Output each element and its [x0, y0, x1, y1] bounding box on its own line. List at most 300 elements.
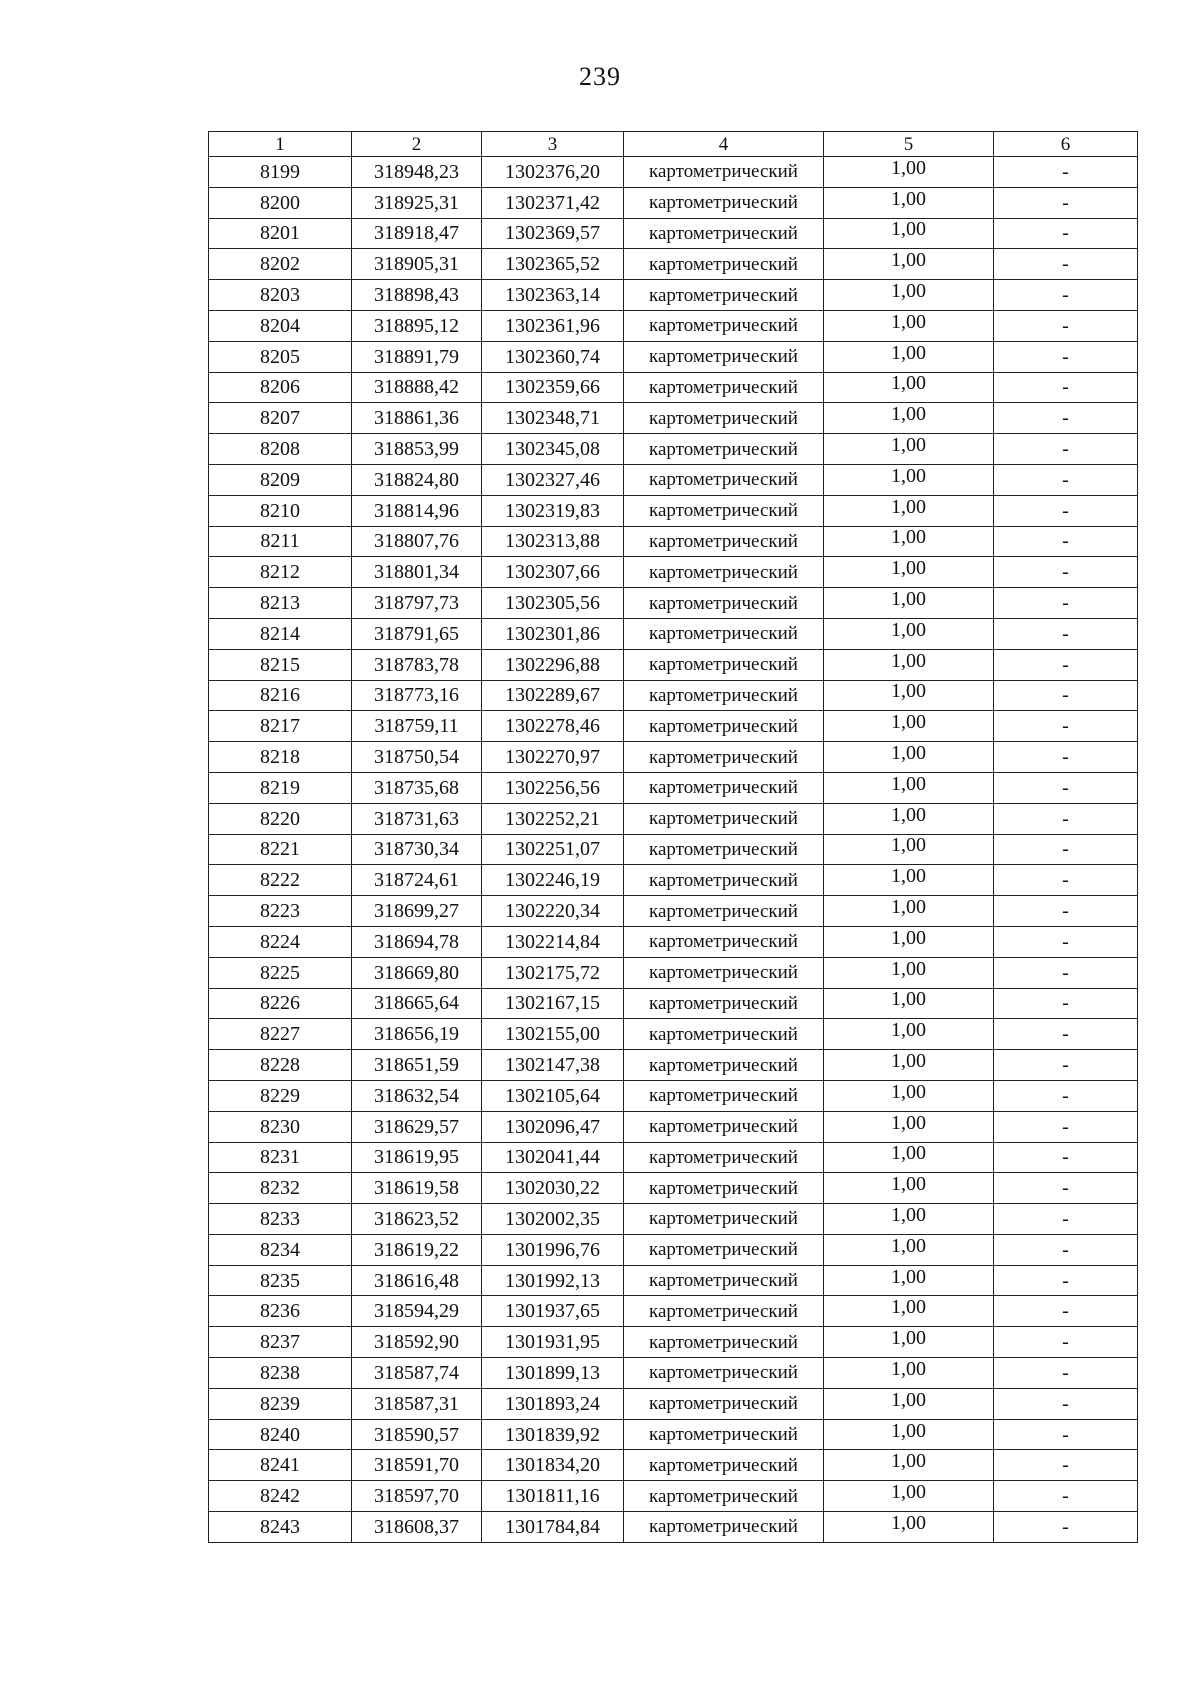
x-coordinate-cell: 318898,43 [352, 280, 482, 311]
y-coordinate-cell: 1301996,76 [482, 1234, 624, 1265]
point-number-cell: 8214 [209, 618, 352, 649]
note-cell: - [994, 403, 1138, 434]
method-cell: картометрический [624, 372, 824, 403]
table-row [209, 772, 1138, 803]
y-coordinate-cell: 1302041,44 [482, 1142, 624, 1173]
method-cell: картометрический [624, 249, 824, 280]
x-coordinate-cell: 318669,80 [352, 957, 482, 988]
x-coordinate-cell: 318735,68 [352, 772, 482, 803]
point-number-cell: 8219 [209, 772, 352, 803]
accuracy-cell [824, 834, 994, 865]
table-header [209, 132, 1138, 157]
method-cell: картометрический [624, 1111, 824, 1142]
accuracy-cell [824, 957, 994, 988]
method-cell: картометрический [624, 680, 824, 711]
accuracy-value: 1,00 [891, 1234, 926, 1257]
accuracy-cell [824, 1296, 994, 1327]
accuracy-value: 1,00 [891, 1203, 926, 1226]
x-coordinate-cell: 318651,59 [352, 1050, 482, 1081]
accuracy-cell [824, 1419, 994, 1450]
accuracy-cell [824, 372, 994, 403]
table-row [209, 1388, 1138, 1419]
method-cell: картометрический [624, 1358, 824, 1389]
table-row [209, 1173, 1138, 1204]
accuracy-value: 1,00 [891, 1080, 926, 1103]
x-coordinate-cell: 318597,70 [352, 1481, 482, 1512]
accuracy-value: 1,00 [891, 434, 926, 457]
y-coordinate-cell: 1302214,84 [482, 926, 624, 957]
method-cell: картометрический [624, 1481, 824, 1512]
y-coordinate-cell: 1302305,56 [482, 588, 624, 619]
accuracy-cell [824, 1388, 994, 1419]
x-coordinate-cell: 318948,23 [352, 157, 482, 188]
x-coordinate-cell: 318608,37 [352, 1512, 482, 1543]
column-header-2: 2 [352, 132, 482, 157]
accuracy-cell [824, 157, 994, 188]
note-cell: - [994, 1419, 1138, 1450]
note-cell: - [994, 988, 1138, 1019]
point-number-cell: 8234 [209, 1234, 352, 1265]
accuracy-value: 1,00 [891, 649, 926, 672]
table-row [209, 218, 1138, 249]
table-row [209, 1234, 1138, 1265]
note-cell: - [994, 372, 1138, 403]
x-coordinate-cell: 318694,78 [352, 926, 482, 957]
point-number-cell: 8201 [209, 218, 352, 249]
accuracy-cell [824, 680, 994, 711]
y-coordinate-cell: 1302348,71 [482, 403, 624, 434]
point-number-cell: 8205 [209, 341, 352, 372]
point-number-cell: 8224 [209, 926, 352, 957]
note-cell: - [994, 618, 1138, 649]
method-cell: картометрический [624, 834, 824, 865]
method-cell: картометрический [624, 588, 824, 619]
point-number-cell: 8226 [209, 988, 352, 1019]
x-coordinate-cell: 318888,42 [352, 372, 482, 403]
point-number-cell: 8215 [209, 649, 352, 680]
y-coordinate-cell: 1302289,67 [482, 680, 624, 711]
method-cell: картометрический [624, 403, 824, 434]
table-row [209, 1050, 1138, 1081]
note-cell: - [994, 187, 1138, 218]
table-row [209, 988, 1138, 1019]
y-coordinate-cell: 1302096,47 [482, 1111, 624, 1142]
point-number-cell: 8200 [209, 187, 352, 218]
x-coordinate-cell: 318587,31 [352, 1388, 482, 1419]
method-cell: картометрический [624, 1388, 824, 1419]
method-cell: картометрический [624, 618, 824, 649]
x-coordinate-cell: 318807,76 [352, 526, 482, 557]
point-number-cell: 8209 [209, 464, 352, 495]
accuracy-cell [824, 1142, 994, 1173]
x-coordinate-cell: 318590,57 [352, 1419, 482, 1450]
x-coordinate-cell: 318619,22 [352, 1234, 482, 1265]
table-row [209, 434, 1138, 465]
point-number-cell: 8203 [209, 280, 352, 311]
note-cell: - [994, 865, 1138, 896]
y-coordinate-cell: 1302246,19 [482, 865, 624, 896]
accuracy-cell [824, 187, 994, 218]
point-number-cell: 8236 [209, 1296, 352, 1327]
accuracy-value: 1,00 [891, 372, 926, 395]
table-row [209, 310, 1138, 341]
note-cell: - [994, 588, 1138, 619]
note-cell: - [994, 1481, 1138, 1512]
table-row [209, 649, 1138, 680]
table-row [209, 1142, 1138, 1173]
method-cell: картометрический [624, 1512, 824, 1543]
y-coordinate-cell: 1302155,00 [482, 1019, 624, 1050]
point-number-cell: 8217 [209, 711, 352, 742]
accuracy-value: 1,00 [891, 1357, 926, 1380]
point-number-cell: 8207 [209, 403, 352, 434]
accuracy-value: 1,00 [891, 1296, 926, 1319]
accuracy-value: 1,00 [891, 1019, 926, 1042]
method-cell: картометрический [624, 1327, 824, 1358]
accuracy-value: 1,00 [891, 526, 926, 549]
accuracy-value: 1,00 [891, 618, 926, 641]
method-cell: картометрический [624, 495, 824, 526]
note-cell: - [994, 218, 1138, 249]
table-row [209, 1358, 1138, 1389]
y-coordinate-cell: 1302363,14 [482, 280, 624, 311]
note-cell: - [994, 1234, 1138, 1265]
accuracy-value: 1,00 [891, 187, 926, 210]
point-number-cell: 8238 [209, 1358, 352, 1389]
y-coordinate-cell: 1302369,57 [482, 218, 624, 249]
point-number-cell: 8230 [209, 1111, 352, 1142]
accuracy-value: 1,00 [891, 988, 926, 1011]
column-header-4: 4 [624, 132, 824, 157]
table-row [209, 372, 1138, 403]
method-cell: картометрический [624, 772, 824, 803]
method-cell: картометрический [624, 1019, 824, 1050]
y-coordinate-cell: 1302256,56 [482, 772, 624, 803]
header-row [209, 132, 1138, 157]
note-cell: - [994, 464, 1138, 495]
table-row [209, 495, 1138, 526]
accuracy-value: 1,00 [891, 310, 926, 333]
point-number-cell: 8222 [209, 865, 352, 896]
method-cell: картометрический [624, 865, 824, 896]
accuracy-cell [824, 434, 994, 465]
accuracy-value: 1,00 [891, 1511, 926, 1534]
accuracy-value: 1,00 [891, 464, 926, 487]
y-coordinate-cell: 1302345,08 [482, 434, 624, 465]
y-coordinate-cell: 1301893,24 [482, 1388, 624, 1419]
accuracy-value: 1,00 [891, 156, 926, 179]
accuracy-value: 1,00 [891, 1050, 926, 1072]
note-cell: - [994, 1204, 1138, 1235]
y-coordinate-cell: 1301834,20 [482, 1450, 624, 1481]
note-cell: - [994, 310, 1138, 341]
point-number-cell: 8241 [209, 1450, 352, 1481]
accuracy-value: 1,00 [891, 1173, 926, 1196]
accuracy-value: 1,00 [891, 1327, 926, 1350]
column-header-5: 5 [824, 132, 994, 157]
table-row [209, 557, 1138, 588]
method-cell: картометрический [624, 341, 824, 372]
x-coordinate-cell: 318619,95 [352, 1142, 482, 1173]
table-row [209, 588, 1138, 619]
point-number-cell: 8206 [209, 372, 352, 403]
method-cell: картометрический [624, 187, 824, 218]
accuracy-cell [824, 557, 994, 588]
accuracy-cell [824, 803, 994, 834]
accuracy-value: 1,00 [891, 280, 926, 303]
point-number-cell: 8202 [209, 249, 352, 280]
table-row [209, 464, 1138, 495]
accuracy-cell [824, 1173, 994, 1204]
point-number-cell: 8239 [209, 1388, 352, 1419]
method-cell: картометрический [624, 464, 824, 495]
table-row [209, 865, 1138, 896]
table-row [209, 803, 1138, 834]
y-coordinate-cell: 1302030,22 [482, 1173, 624, 1204]
note-cell: - [994, 711, 1138, 742]
accuracy-value: 1,00 [891, 1111, 926, 1134]
method-cell: картометрический [624, 1050, 824, 1081]
y-coordinate-cell: 1302002,35 [482, 1204, 624, 1235]
note-cell: - [994, 680, 1138, 711]
accuracy-value: 1,00 [891, 834, 926, 857]
y-coordinate-cell: 1301899,13 [482, 1358, 624, 1389]
method-cell: картометрический [624, 711, 824, 742]
accuracy-cell [824, 1204, 994, 1235]
y-coordinate-cell: 1302376,20 [482, 157, 624, 188]
x-coordinate-cell: 318905,31 [352, 249, 482, 280]
y-coordinate-cell: 1302319,83 [482, 495, 624, 526]
accuracy-cell [824, 649, 994, 680]
table-row [209, 526, 1138, 557]
y-coordinate-cell: 1301784,84 [482, 1512, 624, 1543]
x-coordinate-cell: 318773,16 [352, 680, 482, 711]
table-row [209, 1296, 1138, 1327]
method-cell: картометрический [624, 988, 824, 1019]
note-cell: - [994, 742, 1138, 773]
note-cell: - [994, 1142, 1138, 1173]
x-coordinate-cell: 318791,65 [352, 618, 482, 649]
note-cell: - [994, 649, 1138, 680]
point-number-cell: 8235 [209, 1265, 352, 1296]
method-cell: картометрический [624, 1234, 824, 1265]
x-coordinate-cell: 318619,58 [352, 1173, 482, 1204]
y-coordinate-cell: 1302167,15 [482, 988, 624, 1019]
accuracy-cell [824, 772, 994, 803]
table-row [209, 1080, 1138, 1111]
y-coordinate-cell: 1302360,74 [482, 341, 624, 372]
x-coordinate-cell: 318824,80 [352, 464, 482, 495]
accuracy-cell [824, 1265, 994, 1296]
y-coordinate-cell: 1302278,46 [482, 711, 624, 742]
accuracy-value: 1,00 [891, 680, 926, 703]
y-coordinate-cell: 1302313,88 [482, 526, 624, 557]
x-coordinate-cell: 318925,31 [352, 187, 482, 218]
accuracy-cell [824, 618, 994, 649]
x-coordinate-cell: 318632,54 [352, 1080, 482, 1111]
point-number-cell: 8199 [209, 157, 352, 188]
accuracy-value: 1,00 [891, 1265, 926, 1288]
x-coordinate-cell: 318629,57 [352, 1111, 482, 1142]
table-row [209, 1204, 1138, 1235]
note-cell: - [994, 1358, 1138, 1389]
table-row [209, 1481, 1138, 1512]
accuracy-value: 1,00 [891, 803, 926, 826]
note-cell: - [994, 526, 1138, 557]
accuracy-cell [824, 249, 994, 280]
x-coordinate-cell: 318801,34 [352, 557, 482, 588]
table-row [209, 926, 1138, 957]
accuracy-value: 1,00 [891, 1142, 926, 1165]
table-row [209, 280, 1138, 311]
y-coordinate-cell: 1301992,13 [482, 1265, 624, 1296]
accuracy-value: 1,00 [891, 1388, 926, 1411]
y-coordinate-cell: 1302252,21 [482, 803, 624, 834]
accuracy-value: 1,00 [891, 218, 926, 241]
table-row [209, 618, 1138, 649]
point-number-cell: 8233 [209, 1204, 352, 1235]
table-row [209, 1265, 1138, 1296]
x-coordinate-cell: 318656,19 [352, 1019, 482, 1050]
y-coordinate-cell: 1302365,52 [482, 249, 624, 280]
coordinates-table [208, 131, 1138, 1543]
accuracy-value: 1,00 [891, 403, 926, 426]
note-cell: - [994, 1050, 1138, 1081]
point-number-cell: 8216 [209, 680, 352, 711]
x-coordinate-cell: 318591,70 [352, 1450, 482, 1481]
x-coordinate-cell: 318861,36 [352, 403, 482, 434]
table-row [209, 403, 1138, 434]
x-coordinate-cell: 318797,73 [352, 588, 482, 619]
accuracy-cell [824, 1050, 994, 1081]
accuracy-value: 1,00 [891, 1419, 926, 1442]
note-cell: - [994, 1080, 1138, 1111]
x-coordinate-cell: 318891,79 [352, 341, 482, 372]
method-cell: картометрический [624, 310, 824, 341]
method-cell: картометрический [624, 557, 824, 588]
accuracy-value: 1,00 [891, 588, 926, 611]
x-coordinate-cell: 318731,63 [352, 803, 482, 834]
x-coordinate-cell: 318594,29 [352, 1296, 482, 1327]
accuracy-value: 1,00 [891, 865, 926, 888]
method-cell: картометрический [624, 526, 824, 557]
note-cell: - [994, 926, 1138, 957]
accuracy-value: 1,00 [891, 711, 926, 734]
y-coordinate-cell: 1302220,34 [482, 896, 624, 927]
accuracy-cell [824, 310, 994, 341]
note-cell: - [994, 1296, 1138, 1327]
table-row [209, 896, 1138, 927]
method-cell: картометрический [624, 957, 824, 988]
table-row [209, 711, 1138, 742]
accuracy-cell [824, 464, 994, 495]
column-header-1: 1 [209, 132, 352, 157]
x-coordinate-cell: 318750,54 [352, 742, 482, 773]
point-number-cell: 8227 [209, 1019, 352, 1050]
x-coordinate-cell: 318616,48 [352, 1265, 482, 1296]
table-row [209, 680, 1138, 711]
accuracy-cell [824, 926, 994, 957]
y-coordinate-cell: 1302359,66 [482, 372, 624, 403]
note-cell: - [994, 1173, 1138, 1204]
y-coordinate-cell: 1302147,38 [482, 1050, 624, 1081]
point-number-cell: 8210 [209, 495, 352, 526]
note-cell: - [994, 557, 1138, 588]
accuracy-cell [824, 495, 994, 526]
column-header-6: 6 [994, 132, 1138, 157]
note-cell: - [994, 1327, 1138, 1358]
method-cell: картометрический [624, 1204, 824, 1235]
y-coordinate-cell: 1301931,95 [482, 1327, 624, 1358]
method-cell: картометрический [624, 649, 824, 680]
accuracy-value: 1,00 [891, 896, 926, 919]
y-coordinate-cell: 1301839,92 [482, 1419, 624, 1450]
accuracy-cell [824, 1450, 994, 1481]
accuracy-cell [824, 403, 994, 434]
x-coordinate-cell: 318730,34 [352, 834, 482, 865]
method-cell: картометрический [624, 1173, 824, 1204]
accuracy-cell [824, 1111, 994, 1142]
x-coordinate-cell: 318853,99 [352, 434, 482, 465]
x-coordinate-cell: 318623,52 [352, 1204, 482, 1235]
point-number-cell: 8220 [209, 803, 352, 834]
method-cell: картометрический [624, 1450, 824, 1481]
point-number-cell: 8242 [209, 1481, 352, 1512]
accuracy-cell [824, 1512, 994, 1543]
page-number: 239 [579, 62, 621, 91]
table-row [209, 187, 1138, 218]
note-cell: - [994, 1111, 1138, 1142]
accuracy-cell [824, 988, 994, 1019]
x-coordinate-cell: 318665,64 [352, 988, 482, 1019]
point-number-cell: 8208 [209, 434, 352, 465]
table-row [209, 1019, 1138, 1050]
point-number-cell: 8221 [209, 834, 352, 865]
note-cell: - [994, 957, 1138, 988]
column-header-3: 3 [482, 132, 624, 157]
note-cell: - [994, 157, 1138, 188]
method-cell: картометрический [624, 434, 824, 465]
accuracy-cell [824, 711, 994, 742]
x-coordinate-cell: 318587,74 [352, 1358, 482, 1389]
y-coordinate-cell: 1302361,96 [482, 310, 624, 341]
accuracy-cell [824, 1080, 994, 1111]
point-number-cell: 8243 [209, 1512, 352, 1543]
note-cell: - [994, 249, 1138, 280]
note-cell: - [994, 1450, 1138, 1481]
method-cell: картометрический [624, 1080, 824, 1111]
x-coordinate-cell: 318918,47 [352, 218, 482, 249]
accuracy-cell [824, 1019, 994, 1050]
method-cell: картометрический [624, 926, 824, 957]
accuracy-cell [824, 896, 994, 927]
note-cell: - [994, 434, 1138, 465]
y-coordinate-cell: 1302371,42 [482, 187, 624, 218]
note-cell: - [994, 280, 1138, 311]
accuracy-value: 1,00 [891, 957, 926, 980]
table-row [209, 742, 1138, 773]
point-number-cell: 8240 [209, 1419, 352, 1450]
table-row [209, 834, 1138, 865]
note-cell: - [994, 896, 1138, 927]
x-coordinate-cell: 318895,12 [352, 310, 482, 341]
table-row [209, 1512, 1138, 1543]
note-cell: - [994, 495, 1138, 526]
x-coordinate-cell: 318814,96 [352, 495, 482, 526]
table-row [209, 1111, 1138, 1142]
table-row [209, 157, 1138, 188]
method-cell: картометрический [624, 896, 824, 927]
